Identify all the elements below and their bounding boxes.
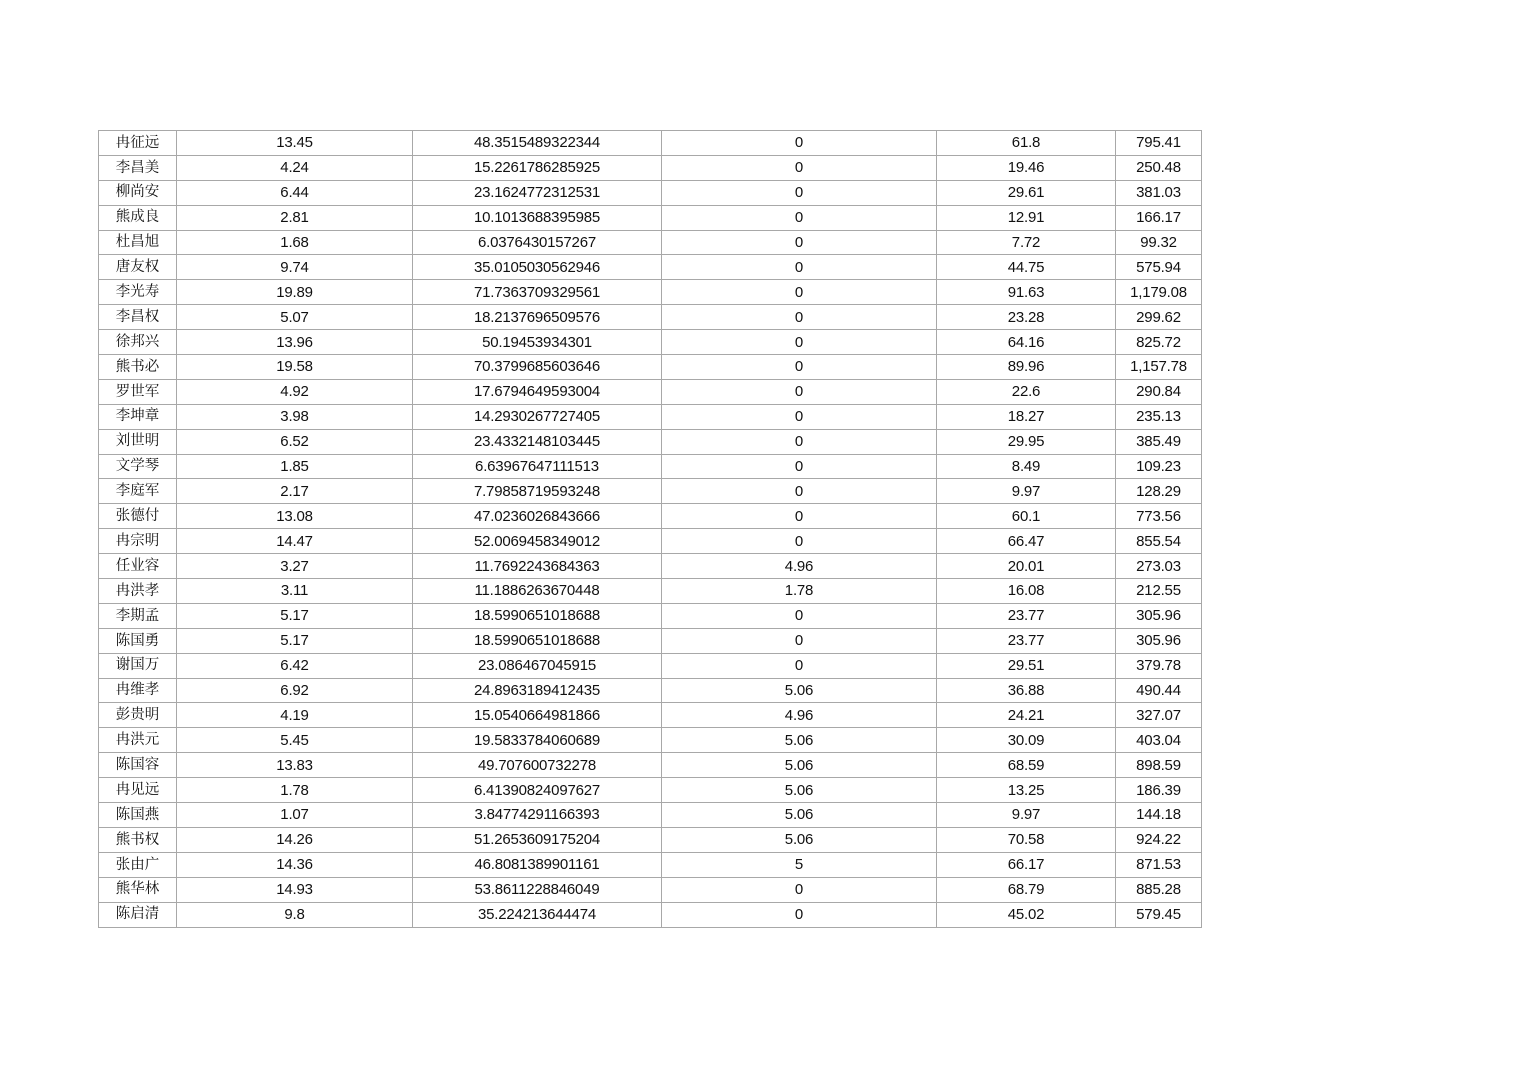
value-cell-3: 0 [662,653,937,678]
table-row [99,155,1202,180]
table-row [99,205,1202,230]
value-cell-1: 5.17 [177,628,413,653]
value-cell-1: 13.96 [177,330,413,355]
value-cell-1: 1.68 [177,230,413,255]
value-cell-2: 70.3799685603646 [413,355,662,380]
value-cell-4: 8.49 [937,454,1116,479]
value-cell-4: 7.72 [937,230,1116,255]
value-cell-4: 29.95 [937,429,1116,454]
table-row [99,579,1202,604]
table-row [99,877,1202,902]
table-row [99,554,1202,579]
name-cell: 冉洪元 [99,728,177,753]
value-cell-4: 36.88 [937,678,1116,703]
value-cell-1: 5.07 [177,305,413,330]
name-cell: 陈国勇 [99,628,177,653]
value-cell-1: 5.45 [177,728,413,753]
total-cell: 490.44 [1116,678,1202,703]
value-cell-4: 44.75 [937,255,1116,280]
table-row [99,728,1202,753]
value-cell-4: 24.21 [937,703,1116,728]
value-cell-1: 1.78 [177,778,413,803]
name-cell: 冉维孝 [99,678,177,703]
name-cell: 徐邦兴 [99,330,177,355]
total-cell: 273.03 [1116,554,1202,579]
value-cell-3: 5.06 [662,753,937,778]
value-cell-1: 14.36 [177,852,413,877]
total-cell: 327.07 [1116,703,1202,728]
value-cell-1: 3.98 [177,404,413,429]
total-cell: 579.45 [1116,902,1202,927]
value-cell-3: 5.06 [662,778,937,803]
total-cell: 871.53 [1116,852,1202,877]
total-cell: 128.29 [1116,479,1202,504]
value-cell-2: 7.79858719593248 [413,479,662,504]
value-cell-4: 20.01 [937,554,1116,579]
name-cell: 李昌美 [99,155,177,180]
value-cell-1: 4.19 [177,703,413,728]
value-cell-3: 0 [662,877,937,902]
value-cell-2: 15.2261786285925 [413,155,662,180]
value-cell-1: 5.17 [177,603,413,628]
table-row [99,454,1202,479]
value-cell-4: 61.8 [937,131,1116,156]
value-cell-1: 6.44 [177,180,413,205]
value-cell-2: 14.2930267727405 [413,404,662,429]
total-cell: 290.84 [1116,379,1202,404]
total-cell: 385.49 [1116,429,1202,454]
table-row [99,479,1202,504]
table-row [99,678,1202,703]
value-cell-3: 0 [662,902,937,927]
value-cell-4: 30.09 [937,728,1116,753]
value-cell-1: 1.85 [177,454,413,479]
total-cell: 109.23 [1116,454,1202,479]
value-cell-2: 23.086467045915 [413,653,662,678]
value-cell-2: 52.0069458349012 [413,529,662,554]
value-cell-3: 0 [662,305,937,330]
value-cell-1: 4.92 [177,379,413,404]
value-cell-3: 0 [662,404,937,429]
value-cell-2: 23.1624772312531 [413,180,662,205]
name-cell: 张由广 [99,852,177,877]
value-cell-1: 3.27 [177,554,413,579]
value-cell-3: 5.06 [662,728,937,753]
value-cell-2: 23.4332148103445 [413,429,662,454]
name-cell: 柳尚安 [99,180,177,205]
value-cell-2: 17.6794649593004 [413,379,662,404]
value-cell-3: 0 [662,379,937,404]
value-cell-2: 18.2137696509576 [413,305,662,330]
name-cell: 陈国燕 [99,803,177,828]
table-row [99,180,1202,205]
value-cell-4: 60.1 [937,504,1116,529]
value-cell-3: 1.78 [662,579,937,604]
value-cell-3: 0 [662,255,937,280]
total-cell: 186.39 [1116,778,1202,803]
total-cell: 299.62 [1116,305,1202,330]
total-cell: 924.22 [1116,827,1202,852]
value-cell-2: 48.3515489322344 [413,131,662,156]
value-cell-4: 13.25 [937,778,1116,803]
data-table [98,130,1202,928]
total-cell: 885.28 [1116,877,1202,902]
value-cell-1: 2.81 [177,205,413,230]
total-cell: 795.41 [1116,131,1202,156]
total-cell: 773.56 [1116,504,1202,529]
name-cell: 冉见远 [99,778,177,803]
value-cell-3: 0 [662,454,937,479]
value-cell-2: 6.41390824097627 [413,778,662,803]
value-cell-1: 9.74 [177,255,413,280]
value-cell-3: 0 [662,230,937,255]
value-cell-2: 35.224213644474 [413,902,662,927]
name-cell: 刘世明 [99,429,177,454]
value-cell-2: 71.7363709329561 [413,280,662,305]
value-cell-3: 0 [662,205,937,230]
value-cell-1: 14.47 [177,529,413,554]
value-cell-4: 23.77 [937,603,1116,628]
value-cell-1: 6.42 [177,653,413,678]
name-cell: 李坤章 [99,404,177,429]
value-cell-1: 13.08 [177,504,413,529]
value-cell-2: 19.5833784060689 [413,728,662,753]
name-cell: 冉洪孝 [99,579,177,604]
value-cell-3: 0 [662,330,937,355]
name-cell: 陈国容 [99,753,177,778]
value-cell-2: 53.8611228846049 [413,877,662,902]
value-cell-1: 19.58 [177,355,413,380]
value-cell-4: 23.77 [937,628,1116,653]
table-row [99,255,1202,280]
value-cell-3: 5.06 [662,678,937,703]
value-cell-3: 0 [662,180,937,205]
table-row [99,379,1202,404]
value-cell-2: 46.8081389901161 [413,852,662,877]
value-cell-4: 19.46 [937,155,1116,180]
value-cell-4: 45.02 [937,902,1116,927]
value-cell-3: 0 [662,131,937,156]
total-cell: 166.17 [1116,205,1202,230]
name-cell: 熊书权 [99,827,177,852]
value-cell-2: 3.84774291166393 [413,803,662,828]
value-cell-1: 1.07 [177,803,413,828]
table-row [99,504,1202,529]
value-cell-4: 68.59 [937,753,1116,778]
name-cell: 文学琴 [99,454,177,479]
total-cell: 379.78 [1116,653,1202,678]
total-cell: 305.96 [1116,603,1202,628]
table-row [99,628,1202,653]
name-cell: 李期孟 [99,603,177,628]
value-cell-4: 22.6 [937,379,1116,404]
table-row [99,429,1202,454]
value-cell-3: 4.96 [662,703,937,728]
value-cell-2: 18.5990651018688 [413,603,662,628]
value-cell-3: 0 [662,504,937,529]
name-cell: 彭贵明 [99,703,177,728]
value-cell-4: 23.28 [937,305,1116,330]
value-cell-3: 0 [662,628,937,653]
value-cell-2: 10.1013688395985 [413,205,662,230]
total-cell: 99.32 [1116,230,1202,255]
name-cell: 张德付 [99,504,177,529]
total-cell: 825.72 [1116,330,1202,355]
value-cell-4: 66.47 [937,529,1116,554]
value-cell-1: 6.92 [177,678,413,703]
value-cell-1: 14.93 [177,877,413,902]
value-cell-2: 24.8963189412435 [413,678,662,703]
value-cell-2: 15.0540664981866 [413,703,662,728]
table-row [99,653,1202,678]
table-row [99,404,1202,429]
value-cell-1: 3.11 [177,579,413,604]
total-cell: 403.04 [1116,728,1202,753]
value-cell-2: 11.1886263670448 [413,579,662,604]
table-row [99,330,1202,355]
name-cell: 熊华林 [99,877,177,902]
name-cell: 罗世军 [99,379,177,404]
total-cell: 898.59 [1116,753,1202,778]
table-row [99,778,1202,803]
value-cell-4: 91.63 [937,280,1116,305]
table-row [99,529,1202,554]
value-cell-2: 51.2653609175204 [413,827,662,852]
table-row [99,280,1202,305]
value-cell-3: 0 [662,280,937,305]
value-cell-1: 13.83 [177,753,413,778]
value-cell-4: 16.08 [937,579,1116,604]
value-cell-4: 29.61 [937,180,1116,205]
value-cell-1: 4.24 [177,155,413,180]
value-cell-1: 14.26 [177,827,413,852]
value-cell-2: 50.19453934301 [413,330,662,355]
value-cell-3: 5 [662,852,937,877]
value-cell-3: 0 [662,355,937,380]
value-cell-4: 66.17 [937,852,1116,877]
total-cell: 235.13 [1116,404,1202,429]
total-cell: 1,179.08 [1116,280,1202,305]
total-cell: 1,157.78 [1116,355,1202,380]
name-cell: 唐友权 [99,255,177,280]
table-row [99,827,1202,852]
total-cell: 381.03 [1116,180,1202,205]
name-cell: 陈启清 [99,902,177,927]
value-cell-1: 19.89 [177,280,413,305]
value-cell-2: 18.5990651018688 [413,628,662,653]
name-cell: 任业容 [99,554,177,579]
total-cell: 144.18 [1116,803,1202,828]
name-cell: 冉宗明 [99,529,177,554]
name-cell: 杜昌旭 [99,230,177,255]
value-cell-3: 5.06 [662,827,937,852]
table-row [99,131,1202,156]
total-cell: 575.94 [1116,255,1202,280]
value-cell-2: 49.707600732278 [413,753,662,778]
table-row [99,852,1202,877]
table-row [99,305,1202,330]
value-cell-4: 70.58 [937,827,1116,852]
value-cell-4: 68.79 [937,877,1116,902]
value-cell-4: 89.96 [937,355,1116,380]
value-cell-3: 0 [662,603,937,628]
table-body [99,131,1202,928]
name-cell: 谢国万 [99,653,177,678]
value-cell-3: 0 [662,529,937,554]
value-cell-1: 2.17 [177,479,413,504]
table-row [99,230,1202,255]
name-cell: 熊书必 [99,355,177,380]
table-row [99,703,1202,728]
name-cell: 熊成良 [99,205,177,230]
value-cell-4: 9.97 [937,803,1116,828]
value-cell-2: 6.63967647111513 [413,454,662,479]
value-cell-1: 9.8 [177,902,413,927]
name-cell: 李昌权 [99,305,177,330]
total-cell: 250.48 [1116,155,1202,180]
value-cell-3: 5.06 [662,803,937,828]
value-cell-2: 35.0105030562946 [413,255,662,280]
table-row [99,803,1202,828]
value-cell-4: 29.51 [937,653,1116,678]
value-cell-1: 6.52 [177,429,413,454]
value-cell-1: 13.45 [177,131,413,156]
value-cell-2: 11.7692243684363 [413,554,662,579]
value-cell-3: 0 [662,429,937,454]
value-cell-3: 4.96 [662,554,937,579]
total-cell: 855.54 [1116,529,1202,554]
value-cell-4: 9.97 [937,479,1116,504]
value-cell-4: 18.27 [937,404,1116,429]
value-cell-4: 64.16 [937,330,1116,355]
value-cell-3: 0 [662,479,937,504]
value-cell-2: 6.0376430157267 [413,230,662,255]
value-cell-4: 12.91 [937,205,1116,230]
name-cell: 李光寿 [99,280,177,305]
value-cell-2: 47.0236026843666 [413,504,662,529]
table-row [99,355,1202,380]
table-row [99,753,1202,778]
total-cell: 212.55 [1116,579,1202,604]
value-cell-3: 0 [662,155,937,180]
table-row [99,902,1202,927]
name-cell: 李庭军 [99,479,177,504]
table-row [99,603,1202,628]
name-cell: 冉征远 [99,131,177,156]
total-cell: 305.96 [1116,628,1202,653]
